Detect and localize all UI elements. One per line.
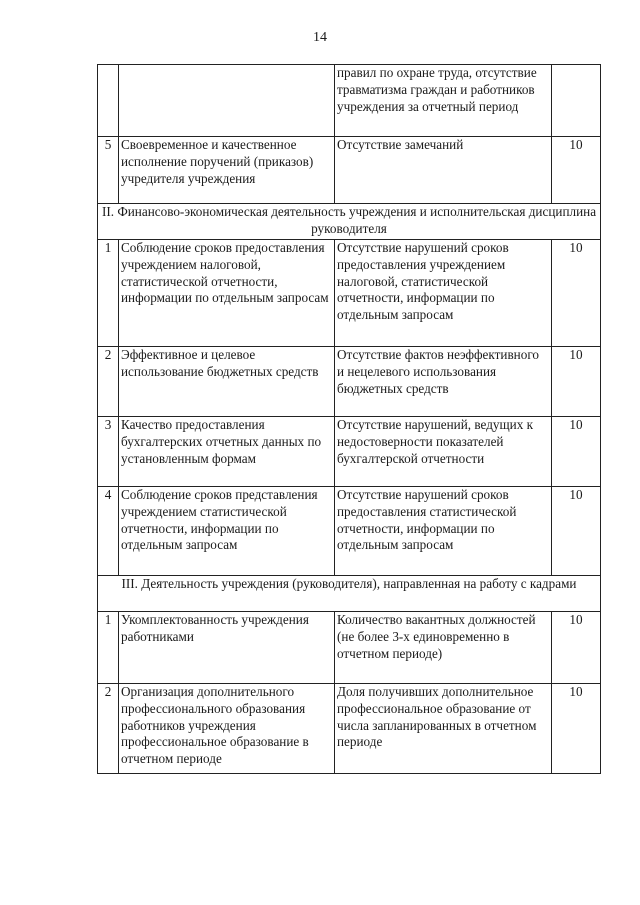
row-number: 4 <box>98 487 119 576</box>
table-row <box>98 684 601 774</box>
score-cell: 10 <box>552 684 601 774</box>
row-number: 3 <box>98 417 119 487</box>
indicator-cell: Отсутствие нарушений сроков предоставления учреждением налоговой, статистической отчетности, информации по отдельным запросам <box>335 240 552 347</box>
indicator-cell: Отсутствие фактов неэффективного и нецелевого использования бюджетных средств <box>335 347 552 417</box>
criterion-cell: Эффективное и целевое использование бюджетных средств <box>119 347 335 417</box>
criterion-cell: Своевременное и качественное исполнение поручений (приказов) учредителя учреждения <box>119 137 335 204</box>
row-number <box>98 65 119 137</box>
indicator-cell: Отсутствие нарушений сроков предоставления статистической отчетности, информации по отдельным запросам <box>335 487 552 576</box>
table-row <box>98 240 601 347</box>
criterion-cell: Укомплектованность учреждения работниками <box>119 612 335 684</box>
row-number: 1 <box>98 240 119 347</box>
table-row <box>98 487 601 576</box>
section-header-row <box>98 576 601 612</box>
row-number: 2 <box>98 347 119 417</box>
criterion-cell <box>119 65 335 137</box>
indicator-cell: Отсутствие замечаний <box>335 137 552 204</box>
score-cell: 10 <box>552 417 601 487</box>
row-number: 5 <box>98 137 119 204</box>
row-number: 2 <box>98 684 119 774</box>
criterion-cell: Организация дополнительного профессионального образования работников учреждения профессиональное образование в отчетном периоде <box>119 684 335 774</box>
table-row <box>98 65 601 137</box>
table-row <box>98 347 601 417</box>
criteria-table <box>97 64 601 774</box>
row-number: 1 <box>98 612 119 684</box>
score-cell <box>552 65 601 137</box>
page-number: 14 <box>313 30 327 45</box>
table-row <box>98 612 601 684</box>
indicator-cell: Количество вакантных должностей (не более 3-х единовременно в отчетном периоде) <box>335 612 552 684</box>
score-cell: 10 <box>552 487 601 576</box>
indicator-cell: правил по охране труда, отсутствие травматизма граждан и работников учреждения за отчетный период <box>335 65 552 137</box>
section-header-row <box>98 204 601 240</box>
indicator-cell: Отсутствие нарушений, ведущих к недостоверности показателей бухгалтерской отчетности <box>335 417 552 487</box>
criterion-cell: Соблюдение сроков предоставления учреждением налоговой, статистической отчетности, информации по отдельным запросам <box>119 240 335 347</box>
table-row <box>98 417 601 487</box>
table-row <box>98 137 601 204</box>
score-cell: 10 <box>552 347 601 417</box>
indicator-cell: Доля получивших дополнительное профессиональное образование от числа запланированных в отчетном периоде <box>335 684 552 774</box>
score-cell: 10 <box>552 137 601 204</box>
criterion-cell: Качество предоставления бухгалтерских отчетных данных по установленным формам <box>119 417 335 487</box>
criterion-cell: Соблюдение сроков представления учреждением статистической отчетности, информации по отдельным запросам <box>119 487 335 576</box>
section-title: III. Деятельность учреждения (руководителя), направленная на работу с кадрами <box>98 576 601 612</box>
score-cell: 10 <box>552 240 601 347</box>
score-cell: 10 <box>552 612 601 684</box>
section-title: II. Финансово-экономическая деятельность учреждения и исполнительская дисциплина руководителя <box>98 204 601 240</box>
